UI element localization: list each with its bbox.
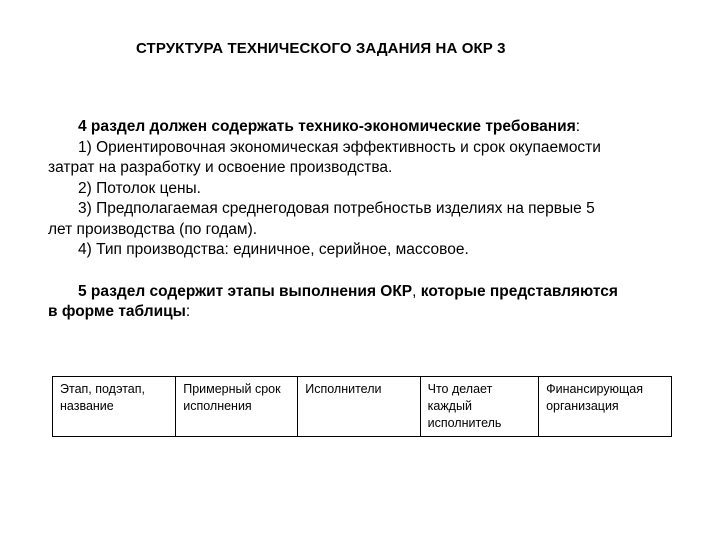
section-5-heading-tail: : [185,303,191,320]
section-5-heading [48,282,618,323]
section-4-heading-tail: : [575,118,581,135]
section-4-item-1: 1) Ориентировочная экономическая эффективность и срок окупаемости затрат на разработку и освоение производства. [48,138,601,176]
section-4-heading [48,117,618,138]
section-4-item-4: 4) Тип производства: единичное, серийное, массовое. [78,241,469,258]
section-4-heading-bold: 4 раздел должен содержать технико-экономические требования [78,118,576,135]
slide-title: СТРУКТУРА ТЕХНИЧЕСКОГО ЗАДАНИЯ НА ОКР 3 [136,40,506,57]
paragraph-gap [48,261,618,282]
section-5-heading-bold-2: которые представляются в форме таблицы [48,282,618,320]
table-header-row [53,377,672,437]
table-header-funding-org: Финансирующая организация [546,382,643,413]
section-4-item-3: 3) Предполагаемая среднегодовая потребностьв изделиях на первые 5 лет производства (по годам). [48,200,595,238]
table-header-executors: Исполнители [298,377,420,437]
table-header-executor-tasks: Что делает каждый исполнитель [420,377,538,437]
section-5-heading-mid: , [412,282,421,300]
stages-table [52,376,672,437]
section-4-item-2: 2) Потолок цены. [78,179,201,197]
section-5-heading-bold-1: 5 раздел содержит этапы выполнения ОКР [78,282,413,300]
table-header-stage: Этап, подэтап, название [53,377,176,437]
table-header-deadline: Примерный срок исполнения [176,377,298,437]
slide-body [48,117,618,323]
